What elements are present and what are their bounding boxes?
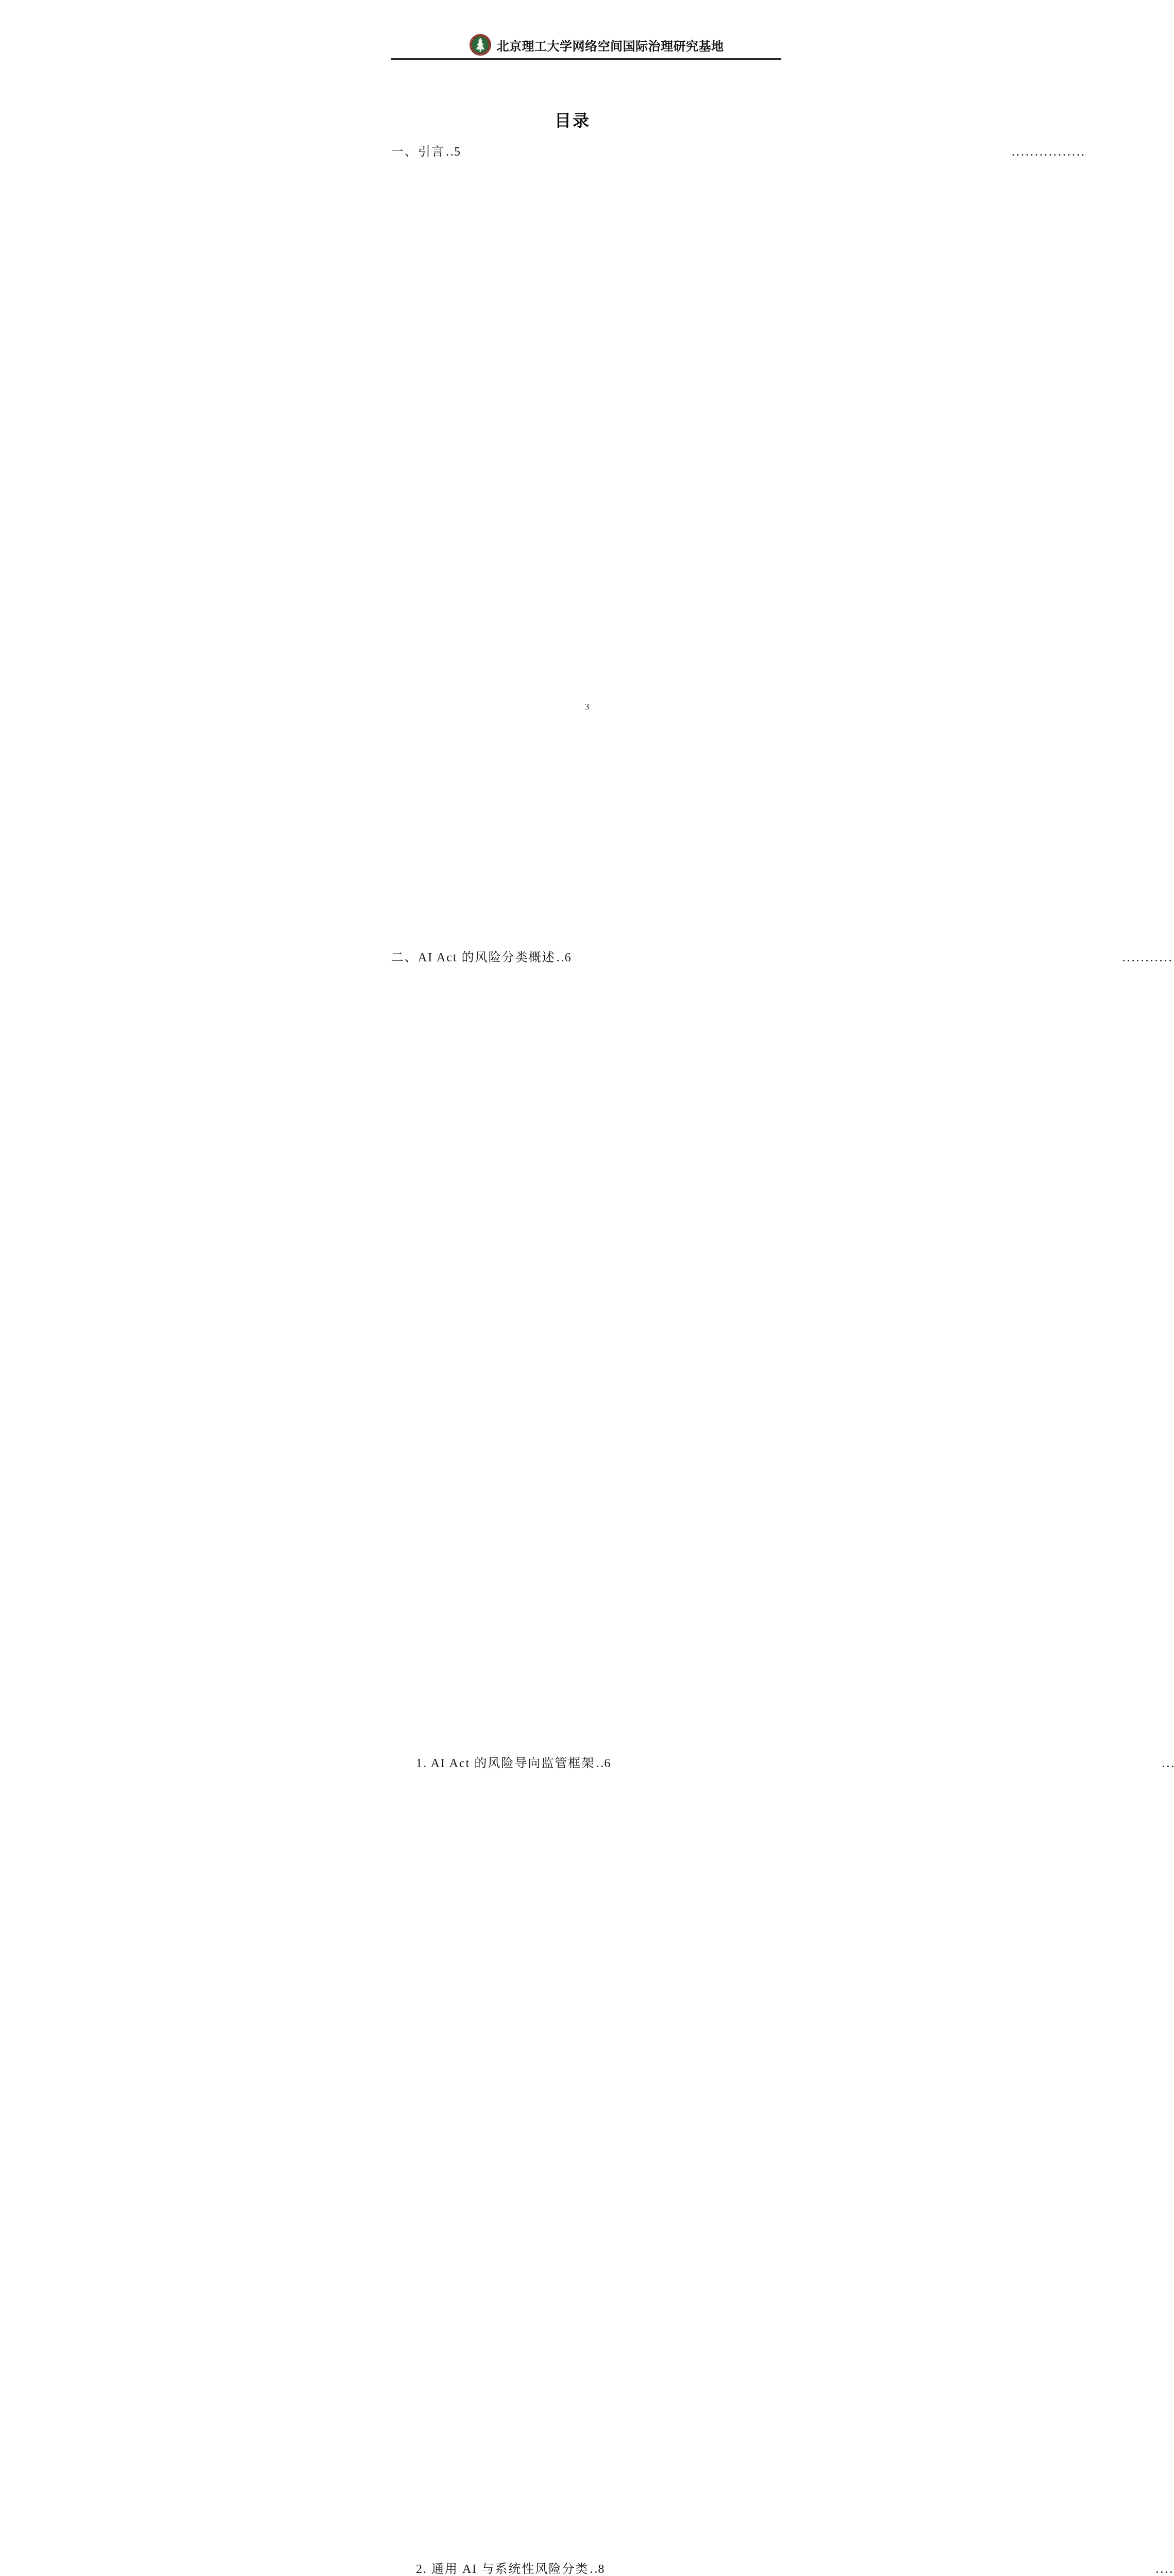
university-emblem-icon — [469, 33, 492, 56]
dot-leader — [557, 949, 564, 967]
toc-entry-label: 1. AI Act 的风险导向监管框架 — [416, 1757, 595, 1770]
toc-entry[interactable] — [391, 1755, 781, 2541]
page-title: 目录 — [554, 111, 591, 130]
toc-entry[interactable] — [391, 2561, 781, 2576]
toc-list — [391, 143, 781, 2576]
toc-entry[interactable] — [391, 143, 781, 930]
toc-entry-label: 二、AI Act 的风险分类概述 — [391, 951, 556, 964]
dot-leader — [446, 143, 453, 161]
toc-entry-page: 8 — [598, 2561, 1154, 2576]
toc-entry-label: 2. 通用 AI 与系统性风险分类 — [416, 2563, 589, 2576]
toc-entry[interactable] — [391, 949, 781, 1736]
header-rule — [391, 58, 781, 60]
toc-entry-page: 5 — [454, 143, 1011, 930]
toc-entry-label: 一、引言 — [391, 145, 445, 159]
page-footer — [309, 702, 865, 712]
dot-leader — [590, 2561, 597, 2576]
org-name: 北京理工大学网络空间国际治理研究基地 — [496, 39, 724, 54]
header-brand — [318, 33, 875, 57]
page-header — [309, 0, 865, 60]
toc-entry-page: 6 — [565, 949, 1121, 1736]
dot-leader — [596, 1755, 603, 1772]
document-page — [309, 0, 865, 2576]
toc-entry-page: 6 — [604, 1755, 1161, 2541]
page-number: 3 — [584, 702, 590, 711]
